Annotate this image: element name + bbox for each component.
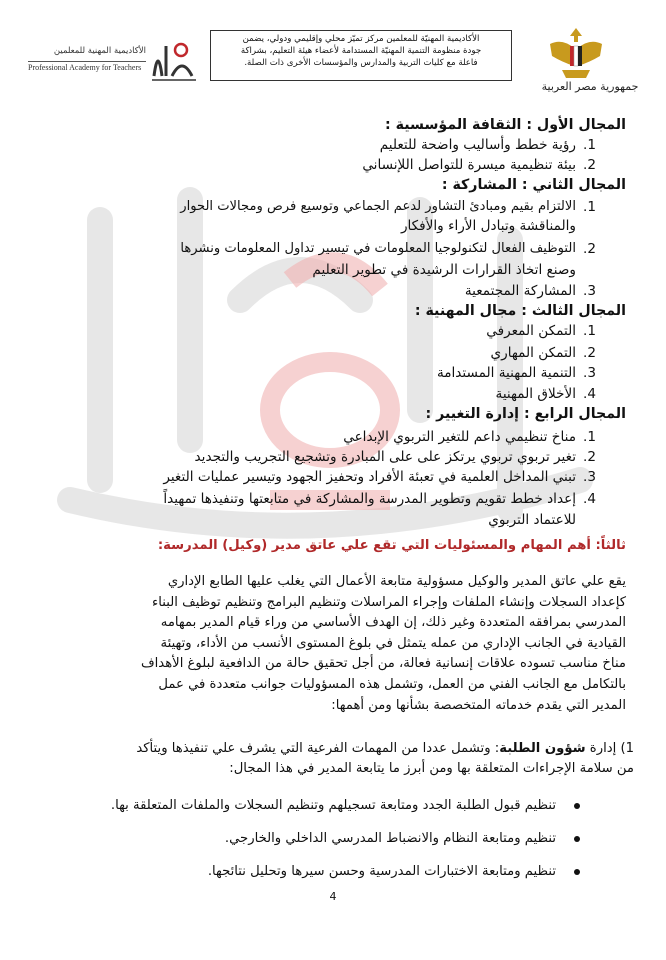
list-item: الالتزام بقيم ومبادئ التشاور لدعم الجماعي وتوسيع فرص ومجالات الحوار — [180, 199, 576, 214]
page-number: 4 — [329, 890, 337, 903]
paragraph-line: المدير التي يقدم خدماته المتخصصة بشأنها ومن أهمها: — [331, 697, 626, 713]
section-heading: ثالثاً: أهم المهام والمسئوليات التي تقع علي عاتق مدير (وكيل) المدرسة: — [157, 538, 626, 553]
paragraph-line: مناخ مناسب تسوده علاقات إنسانية فعالة، من أجل تحقيق حالة من الدافعية لبلوغ الأهداف — [140, 656, 626, 672]
list-item: المشاركة المجتمعية — [464, 283, 576, 299]
paragraph-line: المدرسي بمرافقه المتعددة وغير ذلك، إن الهدف الأساسي من وراء قيام المدير بمهامه — [160, 615, 626, 631]
bullet-icon — [574, 836, 580, 842]
item-number: 2. — [583, 345, 596, 361]
bullet-item: تنظيم قبول الطلبة الجدد ومتابعة تسجيلهم وتنظيم السجلات والملفات المتعلقة بها. — [110, 798, 556, 813]
list-item-continuation: للاعتماد التربوي — [488, 512, 576, 528]
bullet-item: تنظيم ومتابعة النظام والانضباط المدرسي الداخلي والخارجي. — [224, 831, 556, 846]
item-number: 3. — [583, 283, 596, 299]
republic-label: جمهورية مصر العربية — [541, 80, 639, 93]
academy-name-arabic: الأكاديمية المهنية للمعلمين — [53, 46, 146, 56]
section-paragraph — [36, 572, 626, 716]
paragraph-line: القيادية في الجانب الإداري من عمله يتمثل في بلوغ المستوى الأنسب من الأداء، وتهيئة — [160, 635, 626, 651]
item-number: 2. — [583, 449, 596, 465]
item-number: 4. — [583, 386, 596, 402]
list-item: إعداد خطط تقويم وتطوير المدرسة والمشاركة في متابعتها وتنفيذها تمهيداً — [163, 491, 576, 507]
domain-heading: المجال الأول : الثقافة المؤسسية : — [385, 117, 626, 133]
list-item: تغير تربوي تربوي يرتكز على على المبادرة وتشجيع التجريب والتجديد — [194, 449, 576, 465]
domain-heading: المجال الثالث : مجال المهنية : — [414, 303, 626, 319]
domain-heading: المجال الرابع : إدارة التغيير : — [425, 406, 626, 422]
academy-name-english: Professional Academy for Teachers — [28, 63, 142, 72]
item-number: 1. — [583, 137, 596, 153]
list-item: بيئة تنظيمية ميسرة للتواصل اللإنساني — [362, 157, 576, 173]
mission-line: فاعلة مع كليات التربية والمدارس والمؤسسات الأخرى ذات الصلة. — [244, 58, 478, 68]
paragraph-line: يقع علي عاتق المدير والوكيل مسؤولية متابعة الأعمال التي يغلب عليها الطابع الإداري — [167, 574, 626, 589]
mission-line: الأكاديمية المهنيّة للمعلمين مركز تميّز محلي وإقليمي ودولي، يضمن — [242, 34, 480, 44]
item-number: 1. — [583, 323, 596, 339]
list-item: رؤية خطط وأساليب واضحة للتعليم — [379, 137, 576, 153]
list-item: التمكن المعرفي — [486, 323, 576, 339]
bullet-item: تنظيم ومتابعة الاختبارات المدرسية وحسن سيرها وتحليل نتائجها. — [207, 864, 556, 879]
logo-divider — [28, 61, 146, 62]
mission-line: جودة منظومة التنمية المهنيّة المستدامة لأعضاء هيئة التعليم، بشراكة — [240, 46, 482, 56]
list-item: التوظيف الفعال لتكنولوجيا المعلومات في تيسير تداول المعلومات ونشرها — [180, 241, 576, 256]
point-one-line — [136, 740, 634, 758]
list-item: تبني المداخل العلمية في تعبئة الأفراد وتحفيز الجهود وتيسير عمليات التغير — [163, 469, 576, 485]
domain-heading: المجال الثاني : المشاركة : — [441, 177, 626, 193]
list-item: التمكن المهاري — [490, 345, 576, 361]
bullet-icon — [574, 869, 580, 875]
item-number: 3. — [583, 469, 596, 485]
point-one-continuation: من سلامة الإجراءات المتعلقة بها ومن أبرز ما يتابعة المدير في هذا المجال: — [229, 761, 634, 776]
list-item: التنمية المهنية المستدامة — [436, 365, 576, 381]
list-item-continuation: وصنع اتخاذ القرارات الرشيدة في تطوير التعليم — [312, 262, 576, 278]
point-one-bold: شؤون الطلبة — [499, 741, 586, 756]
item-number: 3. — [583, 365, 596, 381]
paragraph-line: كإعداد السجلات وإنشاء الملفات وإجراء المراسلات وتنظيم البرامج وتنظيم توظيف البناء — [152, 594, 626, 610]
item-number: 2. — [583, 157, 596, 173]
item-number: 4. — [583, 491, 596, 507]
list-item-continuation: والمناقشة وتبادل الأراء والأفكار — [400, 218, 576, 234]
list-item: مناخ تنظيمي داعم للتغير التربوي الإبداعي — [343, 429, 576, 445]
egypt-eagle-emblem — [544, 22, 608, 84]
bullet-icon — [574, 803, 580, 809]
point-one-label: 1) إدارة — [585, 741, 634, 756]
academy-mission-box — [210, 30, 512, 81]
list-item: الأخلاق المهنية — [495, 386, 576, 402]
academy-logo — [28, 36, 203, 84]
item-number: 2. — [583, 241, 596, 257]
point-one-rest: : وتشمل عددا من المهمات الفرعية التي يشرف علي تنفيذها ويتأكد — [136, 741, 500, 756]
item-number: 1. — [583, 199, 596, 215]
academy-logo-mark-icon — [148, 36, 200, 84]
item-number: 1. — [583, 429, 596, 445]
paragraph-line: بالتكامل مع الجانب الفني من العمل، وتشمل هذه المسؤوليات جوانب متعددة في عمل — [158, 676, 626, 692]
